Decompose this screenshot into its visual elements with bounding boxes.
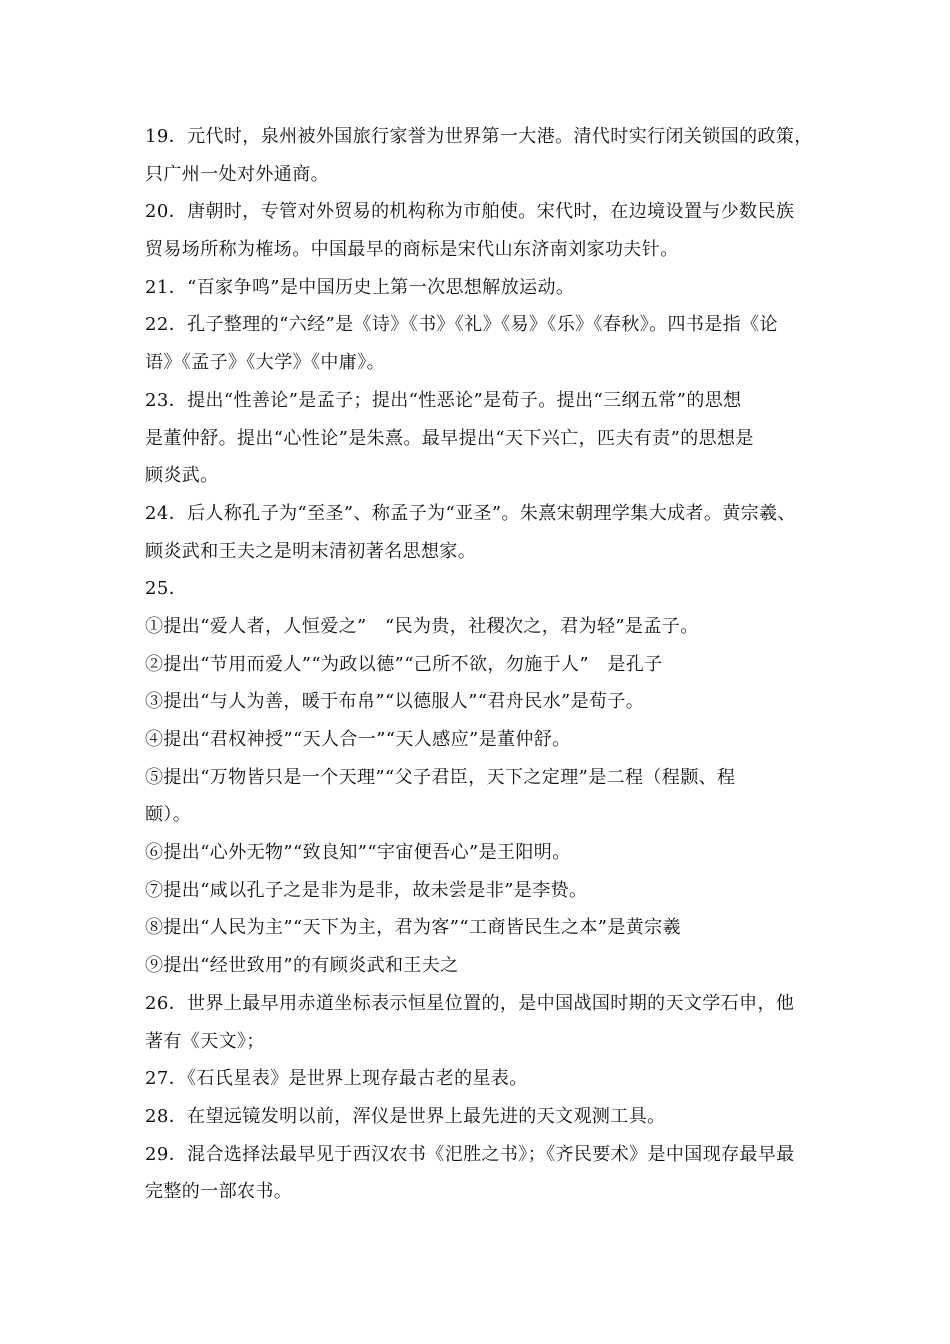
text-line-22-b: 语》《孟子》《大学》《中庸》。: [145, 352, 385, 374]
text-line-29-a: 29．混合选择法最早见于西汉农书《汜胜之书》；《齐民要术》是中国现存最早最: [145, 1143, 795, 1165]
text-line-25-item-4: ④提出“君权神授”“天人合一”“天人感应”是董仲舒。: [145, 729, 571, 750]
text-line-23-b: 是董仲舒。提出“心性论”是朱熹。最早提出“天下兴亡，匹夫有责”的思想是: [145, 427, 754, 449]
text-line-25-item-5-a: ⑤提出“万物皆只是一个天理”“父子君臣，天下之定理”是二程（程颢、程: [145, 766, 736, 788]
text-line-24-a: 24．后人称孔子为“至圣”、称孟子为“亚圣”。朱熹宋朝理学集大成者。黄宗羲、: [145, 502, 796, 524]
text-line-25-item-1: ①提出“爱人者，人恒爱之” “民为贵，社稷次之，君为轻”是孟子。: [145, 615, 699, 637]
text-line-25-heading: 25．: [145, 578, 188, 600]
text-line-22-a: 22．孔子整理的“六经”是《诗》《书》《礼》《易》《乐》《春秋》。四书是指《论: [145, 314, 778, 336]
text-line-26-a: 26．世界上最早用赤道坐标表示恒星位置的，是中国战国时期的天文学石申，他: [145, 992, 795, 1014]
text-line-26-b: 著有《天文》；: [145, 1030, 265, 1052]
text-line-25-item-6: ⑥提出“心外无物”“致良知”“宇宙便吾心”是王阳明。: [145, 842, 571, 864]
text-line-24-b: 顾炎武和王夫之是明末清初著名思想家。: [145, 540, 477, 562]
text-line-27: 27．《石氏星表》是世界上现存最古老的星表。: [145, 1068, 528, 1090]
text-line-20-b: 贸易场所称为榷场。中国最早的商标是宋代山东济南刘家功夫针。: [145, 239, 679, 261]
text-line-29-b: 完整的一部农书。: [145, 1181, 293, 1203]
document-body: [145, 118, 835, 1211]
text-line-25-item-5-b: 颐）。: [145, 804, 192, 826]
text-line-25-item-3: ③提出“与人为善，暖于布帛”“以德服人”“君舟民水”是荀子。: [145, 691, 645, 713]
text-line-25-item-7: ⑦提出“咸以孔子之是非为是非，故未尝是非”是李贽。: [145, 879, 588, 901]
text-line-23-c: 顾炎武。: [145, 465, 219, 487]
text-line-25-item-2: ②提出“节用而爱人”“为政以德”“己所不欲，勿施于人” 是孔子: [145, 653, 663, 675]
text-line-19-b: 只广州一处对外通商。: [145, 163, 329, 185]
text-line-20-a: 20．唐朝时，专管对外贸易的机构称为市舶使。宋代时，在边境设置与少数民族: [145, 201, 795, 223]
text-line-21: 21．“百家争鸣”是中国历史上第一次思想解放运动。: [145, 276, 575, 298]
text-line-19-a: 19．元代时，泉州被外国旅行家誉为世界第一大港。清代时实行闭关锁国的政策，: [145, 126, 813, 147]
text-line-23-a: 23．提出“性善论”是孟子；提出“性恶论”是荀子。提出“三纲五常”的思想: [145, 389, 742, 411]
text-line-25-item-9: ⑨提出“经世致用”的有顾炎武和王夫之: [145, 955, 459, 977]
text-line-28: 28．在望远镜发明以前，浑仪是世界上最先进的天文观测工具。: [145, 1105, 666, 1127]
text-line-25-item-8: ⑧提出“人民为主”“天下为主，君为客”“工商皆民生之本”是黄宗羲: [145, 917, 682, 939]
